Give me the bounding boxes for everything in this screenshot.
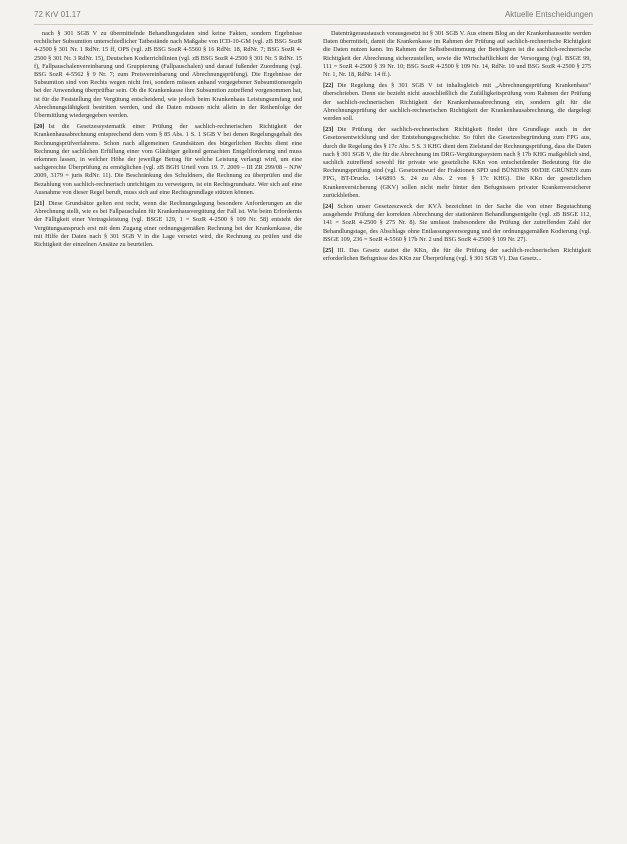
- left-intro-paragraph: nach § 301 SGB V zu übermittelnde Behandlungsdaten sind keine Fakten, sondern Ergebnisse rechtlicher Subsumtion unterschiedlicher Tatbestände nach Maßgabe von ICD-10-GM (vgl. zB BSG SozR 4-2500 § 301 Nr. 1 RdNr. 15 ff, OPS (vgl. zB BSG SozR 4-5560 § 16 RdNr. 18, RdNr. 7; BSG SozR 4-2500 § 301 Nr. 3 RdNr. 15), Deutschen Kodierrichtlinien (vgl. zB BSG SozR 4-2500 § 301 Nr. 5 RdNr. 15 f), Fallpauschalenvereinbarung und Gruppierung (Fallpauschalen) und darauf fußender Zuordnung (vgl. BSG SozR 4-5562 § 9 Nr. 7; zum Preisvereinbarung und Abrechnungsprüfung). Die Ergebnisse der Subsumtion sind von Rechts wegen nicht frei, sondern müssen anhand vorgegebener Subsumtionsregeln bei der Anwendung überprüfbar sein. Ob die Krankenkasse ihre Subsumtion zutreffend vorgenommen hat, ist für die Feststellung der Vergütung entscheidend, wie jedoch beim Krankenhaus Leistungsumfang und Abrechnungsfähigkeit bestritten werden, und die Daten müssen nicht allein in der Reihenfolge der Übermittlung wiedergegeben werden.: [34, 30, 302, 120]
- paragraph-number: [20]: [34, 123, 45, 131]
- paragraph-text: Die Regelung des § 301 SGB V ist inhaltsgleich mit „Abrechnungsprüfung Krankenhaus“ überschrieben. Denn sie bezieht nicht ausschließlich die Zufälligkeitsprüfung vom Rahmen der Prüfung der sachlich-rechnerischen Richtigkeit der Krankenhausabrechnung ein, sondern gilt für die Abrechnungsprüfung der sachlich-rechnerischen Richtigkeit der Krankenhausabrechnung, die dargelegt werden soll.: [323, 82, 591, 123]
- paragraph-text: Die Prüfung der sachlich-rechnerischen Richtigkeit findet ihre Grundlage auch in der Gesetzesentwicklung und der Entstehungsgeschichte. So führt die Gesetzesbegründung zum FPG aus, durch die Regelung des § 17c Abs. 5 S. 3 KHG dient dem Zielstand der Rechnungsprüfung, dass die Daten nach § 301 SGB V, die für die Abrechnung im DRG-Vergütungssystem nach § 17b KHG maßgeblich sind, sachlich zutreffend sowohl für private wie gesetzliche KKn von entscheidender Bedeutung für die Rechnungsprüfung sind (vgl. Gesetzentwurf der Fraktionen SPD und BÜNDNIS 90/DIE GRÜNEN zum FPG, BT-Drucks. 14/6893 S. 24 zu Abs. 2 von § 17c KHG). Die KKn der gesetzlichen Krankenversicherung (GKV) sollen nicht mehr hinter den Befugnissen privater Krankenversicherer zurückbleiben.: [323, 126, 591, 199]
- section-title: Aktuelle Entscheidungen: [504, 10, 593, 19]
- paragraph-text: Ist die Gesetzessystematik einer Prüfung der sachlich-rechnerischen Richtigkeit der Krankenhausabrechnung entsprechend dem vom § 85 Abs. 1 S. 1 SGB V bei denen Regelungsgehalt des Rechnungsprüfverfahrens. Schon nach allgemeinen Grundsätzen des bürgerlichen Rechts dient eine Rechnung der sachlichen Erfüllung einer vom Gläubiger geltend gemachten Entgeltforderung und muss erkennen lassen, in welcher Höhe der jeweilige Betrag für welche Leistung verlangt wird, um eine sachgerechte Überprüfung zu ermöglichen (vgl. zB BGH Urteil vom 19. 7. 2009 – III ZR 299/08 – NJW 2009, 3179 = juris RdNr. 11). Die Beschränkung des Schuldners, die Rechnung zu überprüfen und die Bezahlung von sachlich-rechnerisch unrichtigen zu verweigern, ist ein Rechtsgrundsatz. Wer sich auf eine Ausnahme von dieser Regel beruft, muss sich auf eine Rechtsgrundlage stützen können.: [34, 123, 302, 196]
- page-header: [34, 10, 593, 24]
- paragraph-number: [22]: [323, 82, 334, 90]
- paragraph-text: III. Das Gesetz stattet die KKn, die für die Prüfung der sachlich-rechnerischen Richtigkeit erforderlichen Befugnisse des KKn zur Überprüfung (vgl. § 301 SGB V). Das Gesetz...: [323, 247, 591, 263]
- paragraph-23: [323, 126, 591, 200]
- right-intro-paragraph: Datenträgeraustausch vorausgesetzt ist § 301 SGB V. Aus einem Blog an der Krankenhausseite werden Daten übermittelt, damit die Krankenkasse im Rahmen der Prüfung auf sachlich-rechnerische Richtigkeit die Daten nutzen kann. Im Rahmen der Selbstbestimmung der Beteiligten ist die sachlich-rechnerische Richtigkeit der Abrechnung sicherzustellen, sowie die Wirtschaftlichkeit der Versorgung (vgl. BSGE 99, 111 = SozR 4-2500 § 39 Nr. 10; BSG SozR 4-2500 § 109 Nr. 14, RdNr. 10 und BSG SozR 4-2500 § 275 Nr. 1, Nr. 18, RdNr. 14 ff.).: [323, 30, 591, 79]
- paragraph-number: [21]: [34, 200, 45, 208]
- paragraph-number: [24]: [323, 203, 334, 211]
- paragraph-number: [23]: [323, 126, 334, 134]
- paragraph-number: [25]: [323, 247, 334, 255]
- paragraph-25: [323, 247, 591, 263]
- paragraph-text: Schon unser Gesetzeszweck der KVÄ bezeichnet in der Sache die von einer Begutachtung ausgehende Prüfung der korrekten Abrechnung der stationären Behandlungsentgelte (vgl. zB BSGE 112, 141 = SozR 4-2500 § 275 Nr. 8). Sie umfasst insbesondere die Prüfung der zutreffenden Zahl der Behandlungstage, des Abschlags ohne Entlassungsversorgung und der ordnungsgemäßen Kodierung (vgl. BSGE 109, 236 = SozR 4-5560 § 17b Nr. 2 und BSG SozR 4-2500 § 109 Nr. 27).: [323, 203, 591, 243]
- paragraph-21: [34, 200, 302, 249]
- paragraph-20: [34, 123, 302, 197]
- page-journal: 72 KrV 01.17: [34, 10, 81, 19]
- paragraph-22: [323, 82, 591, 123]
- header-rule: [34, 24, 593, 25]
- right-column: [323, 30, 591, 836]
- left-column: [34, 30, 302, 836]
- paragraph-text: Diese Grundsätze gelten erst recht, wenn die Rechnungslegung besondere Anforderungen an die Abrechnung stellt, wie es bei Fallpauschalen für Krankenhausvergütung der Fall ist. Wie beim Erfordernis der Fälligkeit einer Vertragsleistung (vgl. BSGE 129, 1 = SozR 4-2500 § 109 Nr. 58) entsteht der Vergütungsanspruch erst mit dem Zugang einer ordnungsgemäßen Rechnung bei der Krankenkasse, die mit Hilfe der Daten nach § 301 SGB V in die Lage versetzt wird, die Rechnung zu prüfen und die Richtigkeit der einzelnen Ansätze zu beurteilen.: [34, 200, 302, 249]
- paragraph-24: [323, 203, 591, 244]
